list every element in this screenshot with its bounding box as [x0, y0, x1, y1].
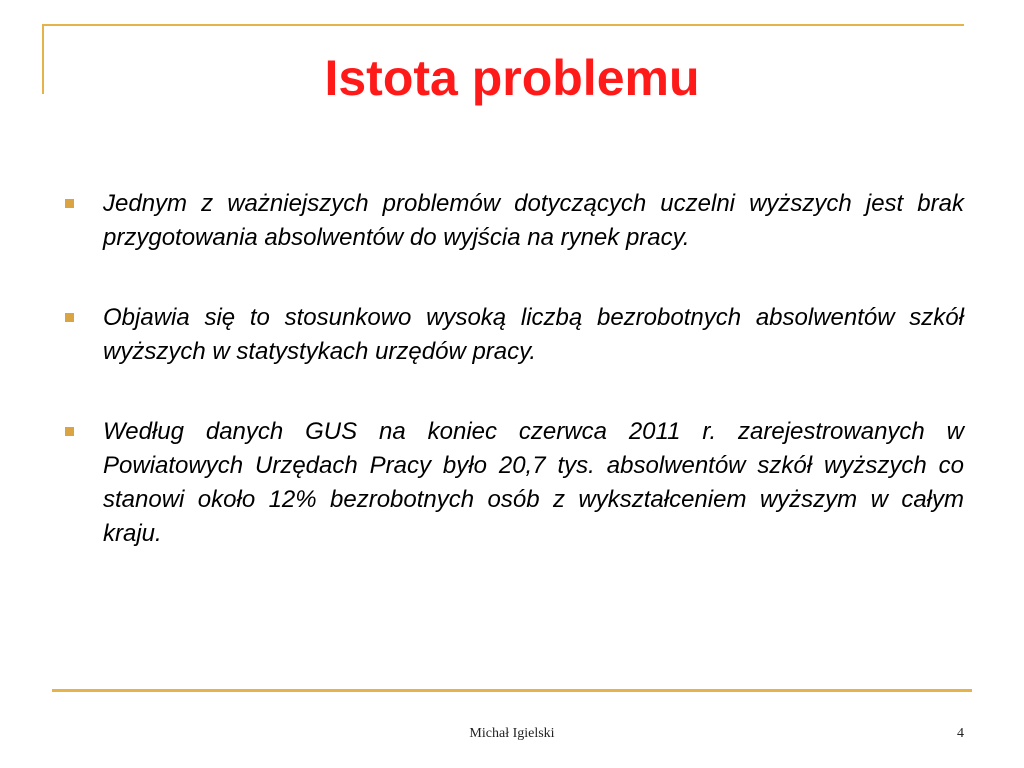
bullet-item: [60, 187, 964, 255]
bullet-text: Według danych GUS na koniec czerwca 2011 r. zarejestrowanych w Powiatowych Urzędach Pracy było 20,7 tys. absolwentów szkół wyższych co stanowi około 12% bezrobotnych osób z wykształceniem wyższym w całym kraju.: [103, 418, 964, 547]
bullet-text: Objawia się to stosunkowo wysoką liczbą bezrobotnych absolwentów szkół wyższych w statystykach urzędów pracy.: [103, 304, 964, 365]
square-bullet-icon: [65, 313, 74, 322]
slide-title: Istota problemu: [324, 50, 700, 106]
footer-divider: [52, 689, 972, 692]
bullet-text: Jednym z ważniejszych problemów dotyczących uczelni wyższych jest brak przygotowania absolwentów do wyjścia na rynek pracy.: [103, 190, 964, 251]
footer-author: Michał Igielski: [469, 726, 555, 741]
page-number: 4: [957, 726, 964, 741]
bullet-item: [60, 301, 964, 369]
square-bullet-icon: [65, 199, 74, 208]
bullet-list: [60, 187, 964, 597]
square-bullet-icon: [65, 427, 74, 436]
frame-top-line: [42, 24, 964, 26]
bullet-item: [60, 415, 964, 551]
